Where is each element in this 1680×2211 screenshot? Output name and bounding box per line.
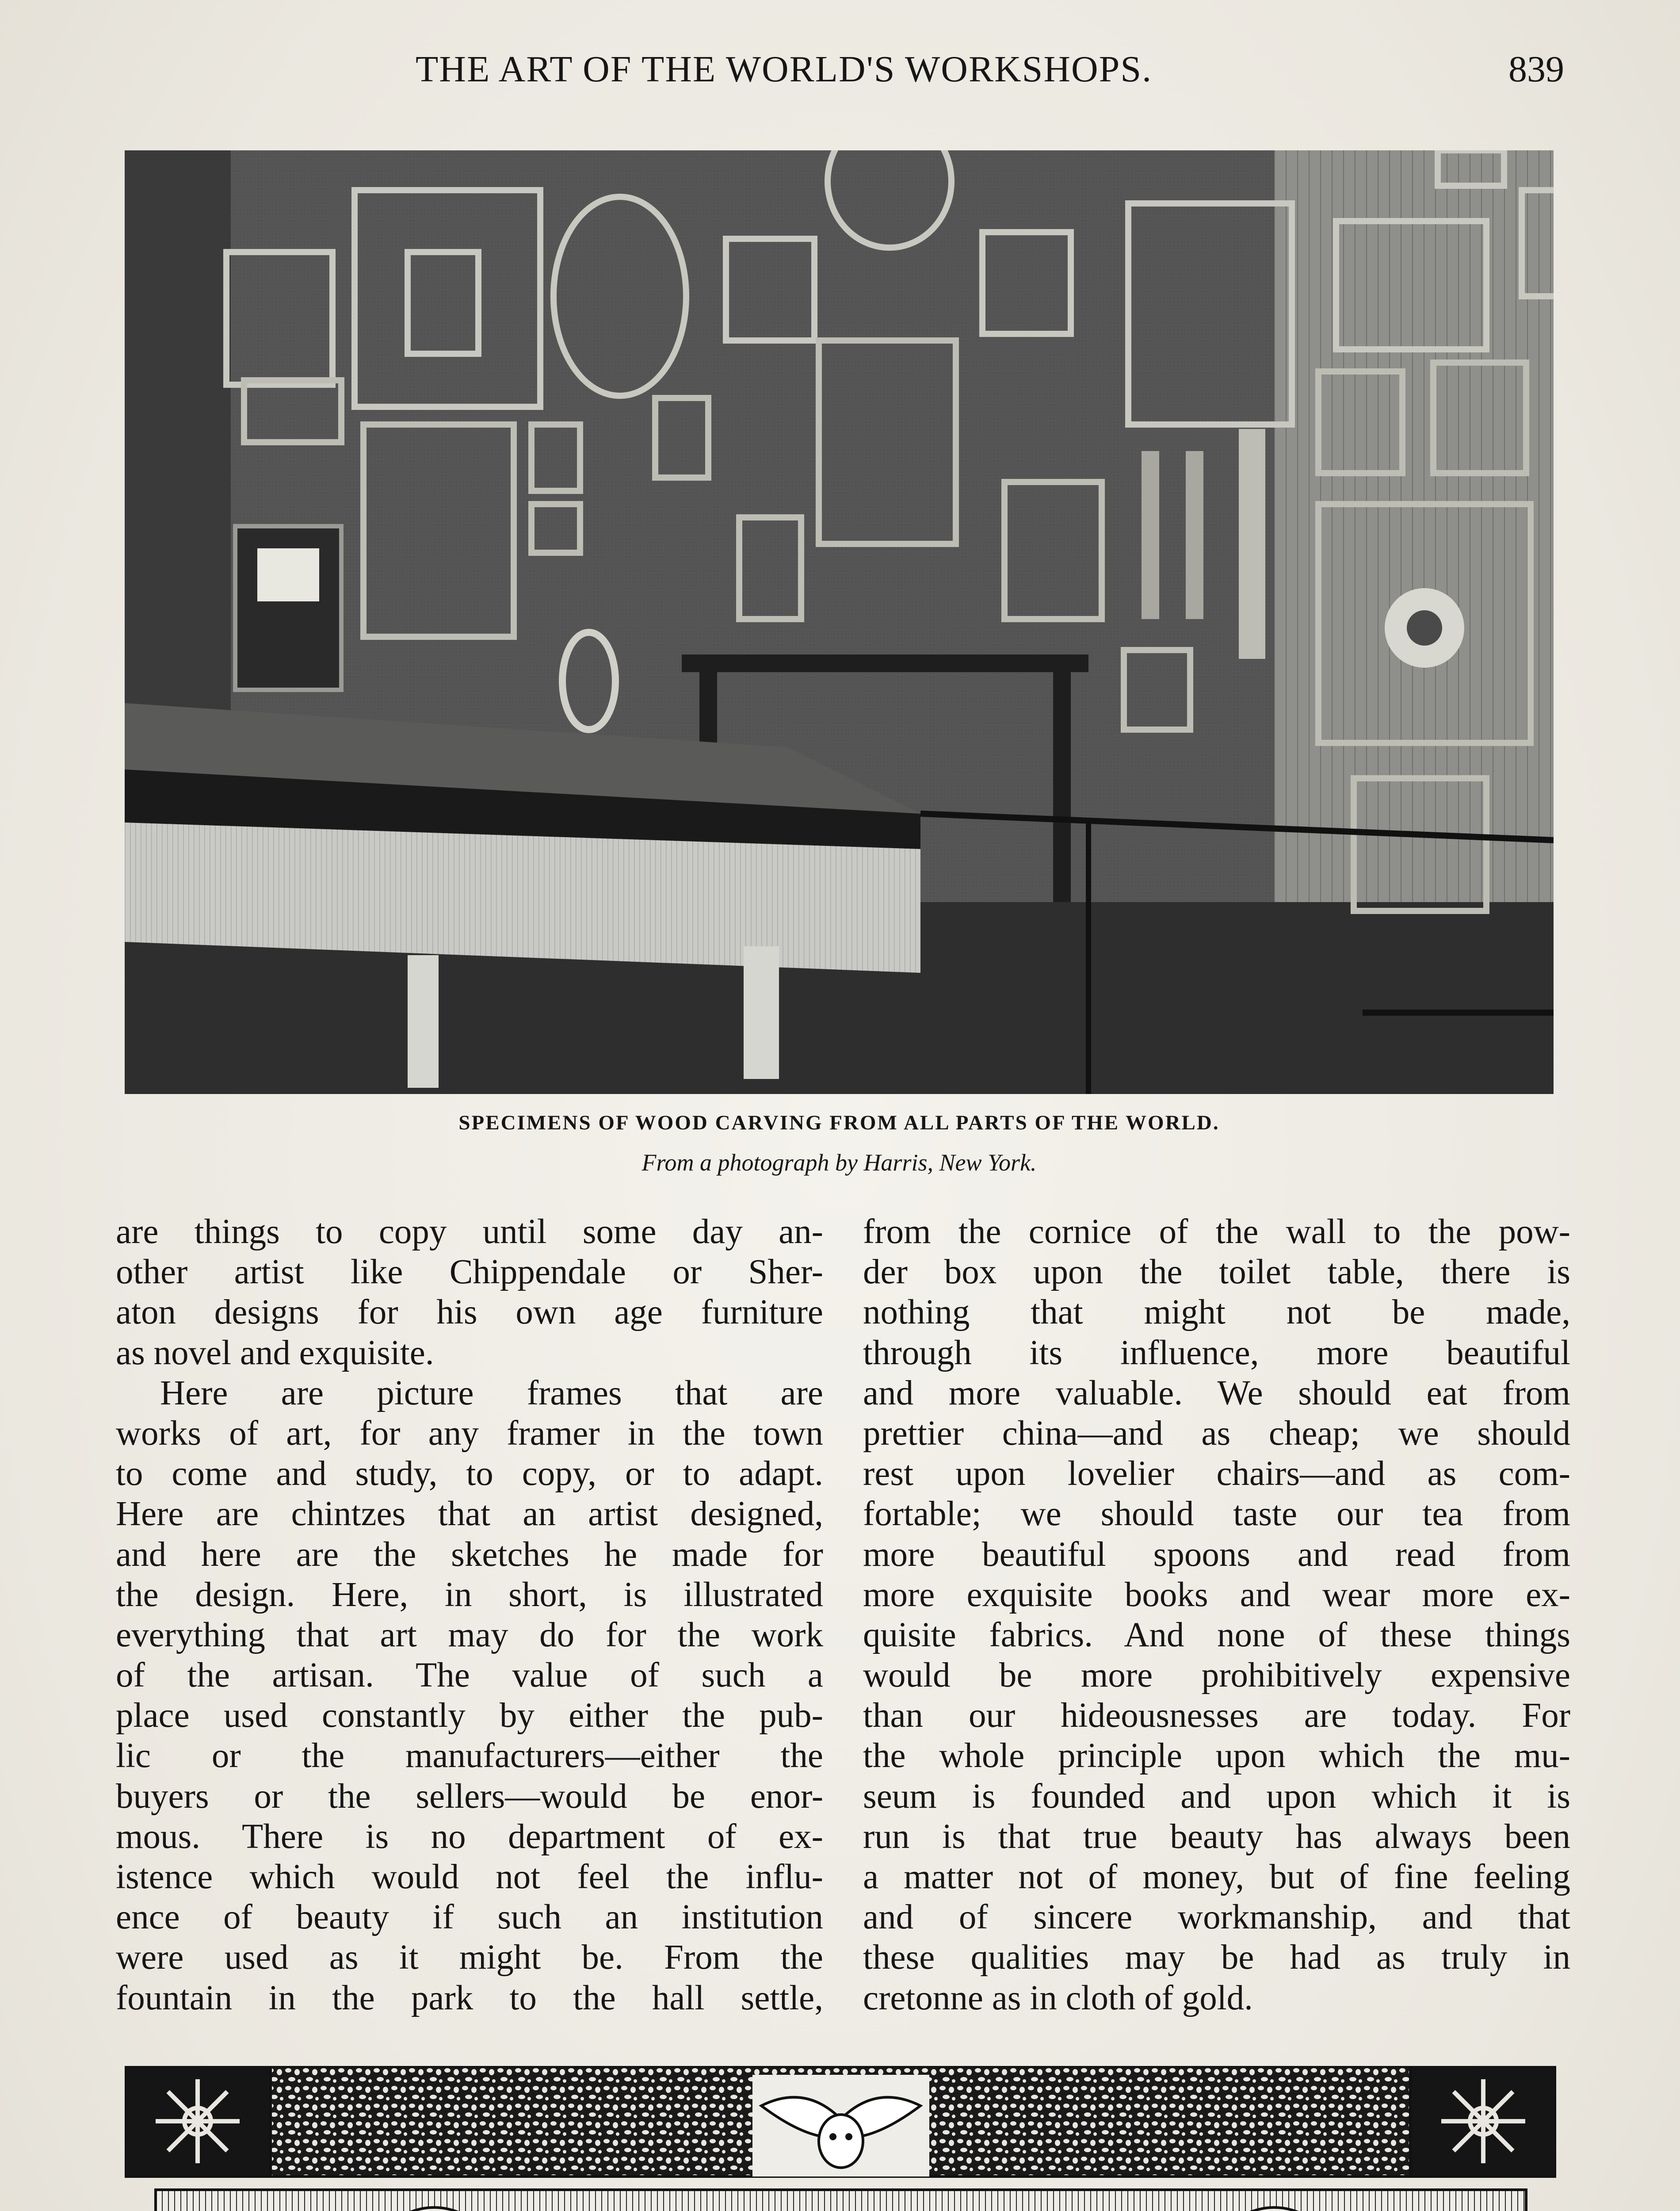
body-line: are things to copy until some day an- [116,1213,823,1251]
photo-illustration [125,150,1554,1094]
body-column-left [116,1212,823,2018]
body-line: would be more prohibitively expensive [863,1656,1570,1695]
body-line: other artist like Chippendale or Sher- [116,1253,823,1292]
body-line: the design. Here, in short, is illustrated [116,1575,823,1614]
body-line: fortable; we should taste our tea from [863,1495,1570,1534]
owl-emblem-icon [752,2075,929,2177]
body-line: ence of beauty if such an institution [116,1898,823,1937]
body-line: more beautiful spoons and read from [863,1535,1570,1574]
page-number: 839 [1508,49,1564,90]
body-line: and more valuable. We should eat from [863,1373,1570,1412]
body-line: rest upon lovelier chairs—and as com- [863,1454,1570,1493]
decorative-tailpiece [125,2066,1556,2211]
body-line: more exquisite books and wear more ex- [863,1575,1570,1614]
wood-carving-photograph [125,150,1554,1094]
body-line: everything that art may do for the work [116,1615,823,1654]
body-line: these qualities may be had as truly in [863,1938,1570,1977]
body-line: seum is founded and upon which it is [863,1777,1570,1816]
body-line: were used as it might be. From the [116,1938,823,1977]
body-line: der box upon the toilet table, there is [863,1253,1570,1292]
body-line: cretonne as in cloth of gold. [863,1978,1253,2017]
body-line: from the cornice of the wall to the pow- [863,1213,1570,1251]
body-line: and here are the sketches he made for [116,1535,823,1574]
body-line: place used constantly by either the pub- [116,1696,823,1735]
tailpiece-illustration [125,2066,1556,2211]
body-line: works of art, for any framer in the town [116,1414,823,1453]
rosette-right-icon [1441,2079,1525,2163]
rosette-left-icon [156,2079,240,2163]
body-line: and of sincere workmanship, and that [863,1898,1570,1937]
body-line: aton designs for his own age furniture [116,1293,823,1332]
figure-credit: From a photograph by Harris, New York. [641,1149,1037,1176]
body-column-right [863,1212,1570,2018]
body-line: to come and study, to copy, or to adapt. [116,1454,823,1493]
body-line: than our hideousnesses are today. For [863,1696,1570,1735]
body-line: through its influence, more beautiful [863,1333,1570,1372]
body-line: buyers or the sellers—would be enor- [116,1777,823,1816]
body-line: the whole principle upon which the mu- [863,1737,1570,1775]
body-line: a matter not of money, but of fine feeling [863,1858,1570,1896]
body-line: prettier china—and as cheap; we should [863,1414,1570,1453]
body-line: Here are picture frames that are [160,1373,823,1412]
body-line: lic or the manufacturers—either the [116,1737,823,1775]
body-line: fountain in the park to the hall settle, [116,1978,823,2017]
body-line: istence which would not feel the influ- [116,1858,823,1896]
running-header-title: THE ART OF THE WORLD'S WORKSHOPS. [416,49,1153,90]
body-line: mous. There is no department of ex- [116,1817,823,1856]
body-line: as novel and exquisite. [116,1333,434,1372]
figure-caption: SPECIMENS OF WOOD CARVING FROM ALL PARTS OF THE WORLD. [458,1111,1220,1134]
body-line: nothing that might not be made, [863,1293,1570,1332]
body-line: quisite fabrics. And none of these things [863,1615,1570,1654]
body-line: run is that true beauty has always been [863,1817,1570,1856]
body-line: of the artisan. The value of such a [116,1656,823,1695]
body-line: Here are chintzes that an artist designed, [116,1495,823,1534]
